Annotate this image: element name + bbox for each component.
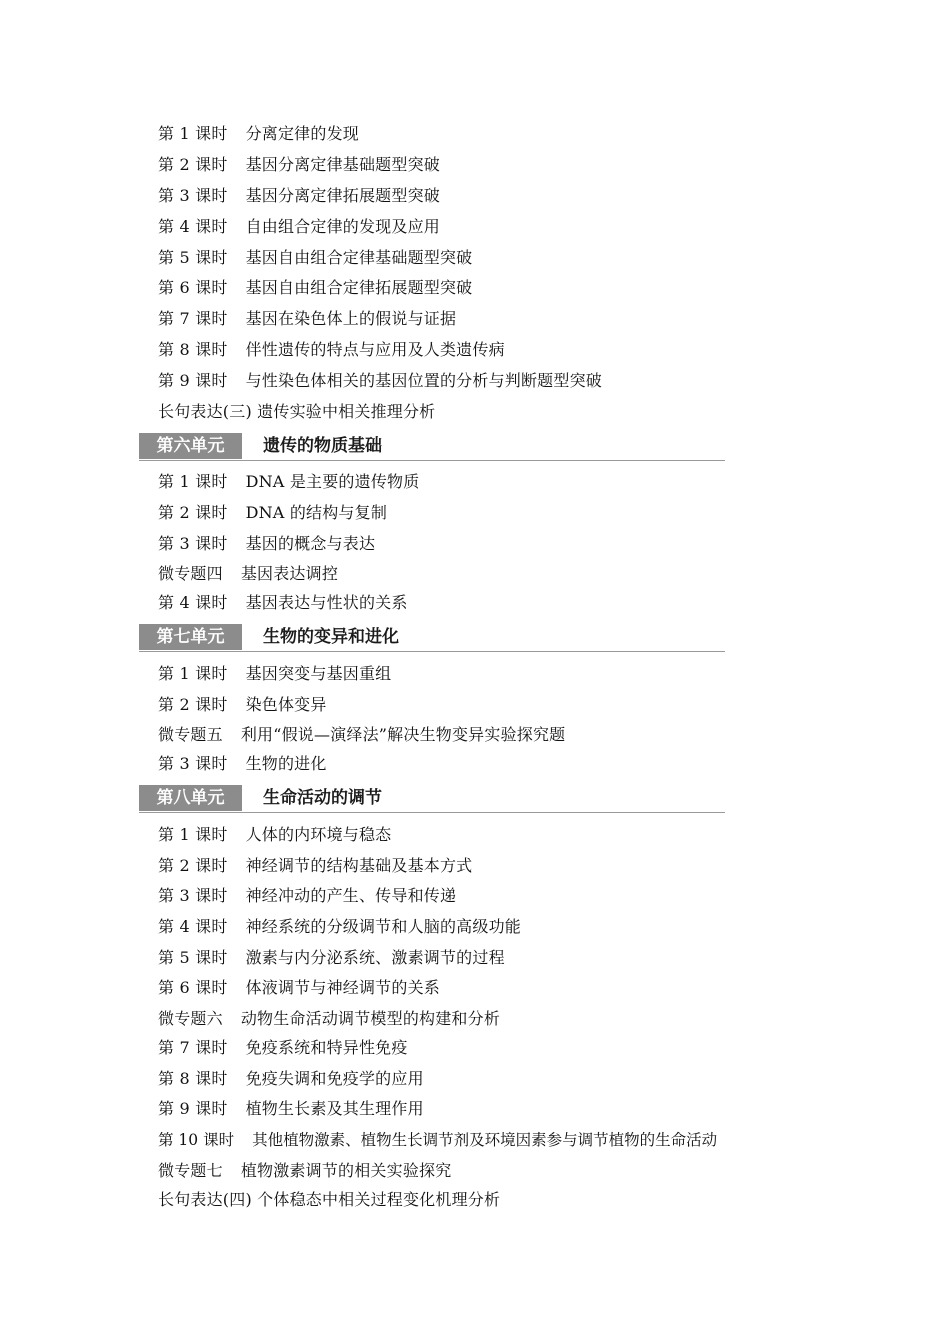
lesson-number: 第 1 课时 — [158, 124, 228, 143]
lesson-number: 第 9 课时 — [158, 1099, 228, 1118]
toc-entry[interactable] — [158, 1161, 451, 1181]
toc-entry[interactable] — [158, 725, 565, 745]
toc-entry[interactable] — [158, 503, 387, 523]
lesson-number: 第 3 课时 — [158, 754, 228, 773]
unit-tag: 第七单元 — [139, 624, 242, 650]
lesson-title: 神经冲动的产生、传导和传递 — [245, 886, 457, 905]
toc-entry[interactable] — [158, 1069, 424, 1089]
lesson-number: 微专题四 — [158, 564, 223, 583]
toc-entry[interactable] — [158, 186, 440, 206]
unit-title: 生命活动的调节 — [263, 788, 382, 808]
lesson-title: 植物生长素及其生理作用 — [245, 1099, 424, 1118]
toc-entry[interactable] — [158, 664, 391, 684]
lesson-title: 分离定律的发现 — [245, 124, 359, 143]
toc-entry[interactable] — [158, 472, 419, 492]
lesson-number: 第 3 课时 — [158, 186, 228, 205]
lesson-title: 免疫系统和特异性免疫 — [245, 1038, 408, 1057]
lesson-number: 微专题五 — [158, 725, 223, 744]
toc-entry[interactable] — [158, 886, 456, 906]
lesson-number: 第 1 课时 — [158, 664, 228, 683]
lesson-number: 第 1 课时 — [158, 472, 228, 491]
lesson-title: 基因的概念与表达 — [245, 534, 376, 553]
toc-entry[interactable] — [158, 1038, 408, 1058]
toc-entry[interactable] — [158, 309, 456, 329]
lesson-title: 激素与内分泌系统、激素调节的过程 — [245, 948, 505, 967]
toc-entry[interactable] — [158, 593, 408, 613]
unit-tag: 第六单元 — [139, 433, 242, 459]
toc-entry[interactable] — [158, 825, 391, 845]
lesson-title: 基因分离定律拓展题型突破 — [245, 186, 440, 205]
unit-header — [139, 623, 725, 652]
lesson-number: 第 7 课时 — [158, 1038, 228, 1057]
toc-entry[interactable] — [158, 371, 602, 391]
toc-entry[interactable] — [158, 856, 472, 876]
lesson-number: 第 4 课时 — [158, 917, 228, 936]
toc-entry[interactable] — [158, 1009, 500, 1029]
lesson-title: 基因表达与性状的关系 — [245, 593, 408, 612]
lesson-title: 植物激素调节的相关实验探究 — [240, 1161, 452, 1180]
lesson-title: 自由组合定律的发现及应用 — [245, 217, 440, 236]
lesson-number: 第 2 课时 — [158, 155, 228, 174]
toc-entry[interactable] — [158, 155, 440, 175]
lesson-title: 人体的内环境与稳态 — [245, 825, 392, 844]
lesson-title: 基因自由组合定律拓展题型突破 — [245, 278, 473, 297]
lesson-title: DNA 是主要的遗传物质 — [245, 472, 420, 491]
lesson-number: 第 2 课时 — [158, 695, 228, 714]
toc-entry[interactable] — [158, 217, 440, 237]
lesson-number: 第 5 课时 — [158, 248, 228, 267]
lesson-number: 第 6 课时 — [158, 978, 228, 997]
toc-entry[interactable] — [158, 1099, 424, 1119]
lesson-number: 第 9 课时 — [158, 371, 228, 390]
toc-entry-long-answer[interactable]: 长句表达(三) 遗传实验中相关推理分析 — [158, 402, 436, 421]
lesson-title: 基因分离定律基础题型突破 — [245, 155, 440, 174]
lesson-number: 第 3 课时 — [158, 534, 228, 553]
unit-header — [139, 784, 725, 813]
lesson-title: DNA 的结构与复制 — [245, 503, 388, 522]
lesson-number: 第 8 课时 — [158, 1069, 228, 1088]
lesson-title: 动物生命活动调节模型的构建和分析 — [240, 1009, 501, 1028]
unit-header — [139, 432, 725, 461]
lesson-title: 其他植物激素、植物生长调节剂及环境因素参与调节植物的生命活动 — [252, 1131, 718, 1149]
unit-tag: 第八单元 — [139, 785, 242, 811]
lesson-number: 第 10 课时 — [158, 1131, 235, 1149]
lesson-number: 第 3 课时 — [158, 886, 228, 905]
toc-entry[interactable] — [158, 917, 521, 937]
lesson-title: 基因表达调控 — [240, 564, 339, 583]
lesson-number: 微专题七 — [158, 1161, 223, 1180]
lesson-title: 与性染色体相关的基因位置的分析与判断题型突破 — [245, 371, 602, 390]
toc-entry[interactable] — [158, 754, 327, 774]
lesson-number: 微专题六 — [158, 1009, 223, 1028]
toc-entry[interactable] — [158, 695, 327, 715]
toc-entry[interactable] — [158, 340, 505, 360]
lesson-number: 第 4 课时 — [158, 217, 228, 236]
lesson-number: 第 2 课时 — [158, 856, 228, 875]
toc-entry[interactable] — [158, 978, 440, 998]
toc-entry[interactable] — [158, 124, 359, 144]
toc-entry[interactable] — [158, 278, 472, 298]
lesson-title: 基因自由组合定律基础题型突破 — [245, 248, 473, 267]
lesson-title: 生物的进化 — [245, 754, 327, 773]
toc-entry[interactable] — [158, 248, 472, 268]
lesson-number: 第 4 课时 — [158, 593, 228, 612]
toc-entry[interactable] — [158, 948, 505, 968]
lesson-title: 神经调节的结构基础及基本方式 — [245, 856, 473, 875]
lesson-title: 体液调节与神经调节的关系 — [245, 978, 440, 997]
unit-title: 生物的变异和进化 — [263, 627, 399, 647]
lesson-title: 免疫失调和免疫学的应用 — [245, 1069, 424, 1088]
lesson-title: 基因在染色体上的假说与证据 — [245, 309, 457, 328]
lesson-title: 利用“假说—演绎法”解决生物变异实验探究题 — [240, 725, 566, 744]
lesson-title: 基因突变与基因重组 — [245, 664, 392, 683]
toc-entry-long-answer[interactable]: 长句表达(四) 个体稳态中相关过程变化机理分析 — [158, 1190, 501, 1209]
lesson-title: 伴性遗传的特点与应用及人类遗传病 — [245, 340, 505, 359]
lesson-title: 染色体变异 — [245, 695, 327, 714]
lesson-number: 第 8 课时 — [158, 340, 228, 359]
unit-title: 遗传的物质基础 — [263, 436, 382, 456]
lesson-title: 神经系统的分级调节和人脑的高级功能 — [245, 917, 521, 936]
lesson-number: 第 1 课时 — [158, 825, 228, 844]
lesson-number: 第 5 课时 — [158, 948, 228, 967]
lesson-number: 第 6 课时 — [158, 278, 228, 297]
lesson-number: 第 7 课时 — [158, 309, 228, 328]
lesson-number: 第 2 课时 — [158, 503, 228, 522]
toc-entry[interactable] — [158, 534, 375, 554]
toc-entry[interactable] — [158, 564, 338, 584]
toc-entry[interactable] — [158, 1130, 717, 1150]
